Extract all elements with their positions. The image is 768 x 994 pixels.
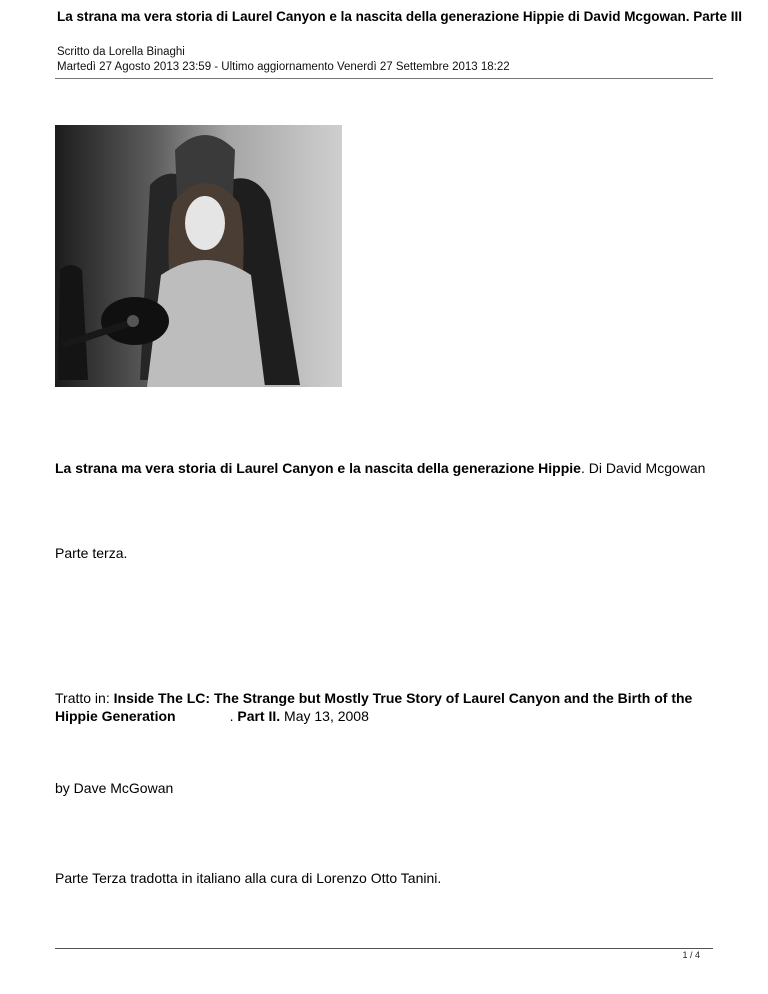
article-heading-byline: . Di David Mcgowan	[580, 460, 706, 476]
photo-illustration	[55, 125, 342, 387]
date-line: Martedì 27 Agosto 2013 23:59 - Ultimo aggiornamento Venerdì 27 Settembre 2013 18:22	[57, 61, 510, 73]
author-line: Scritto da Lorella Binaghi	[57, 46, 185, 58]
source-title: Inside The LC: The Strange but Mostly True Story of Laurel Canyon and the Birth of the Hippie Generation	[55, 690, 693, 724]
author-credit: by Dave McGowan	[55, 780, 174, 796]
source-part: Part II.	[237, 708, 281, 724]
page-title: La strana ma vera storia di Laurel Canyon e la nascita della generazione Hippie di David Mcgowan. Parte III	[57, 9, 742, 24]
article-photo	[55, 125, 342, 387]
header-divider	[55, 78, 713, 79]
article-heading-bold: La strana ma vera storia di Laurel Canyon e la nascita della generazione Hippie	[55, 460, 581, 476]
article-heading-paragraph	[55, 459, 725, 477]
footer-divider	[55, 948, 713, 949]
source-date: May 13, 2008	[280, 708, 369, 724]
source-prefix: Tratto in:	[55, 690, 114, 706]
source-dot: .	[229, 708, 238, 724]
part-label: Parte terza.	[55, 545, 128, 561]
source-paragraph	[55, 689, 735, 725]
page-number: 1 / 4	[682, 950, 700, 960]
translation-credit: Parte Terza tradotta in italiano alla cura di Lorenzo Otto Tanini.	[55, 870, 442, 886]
